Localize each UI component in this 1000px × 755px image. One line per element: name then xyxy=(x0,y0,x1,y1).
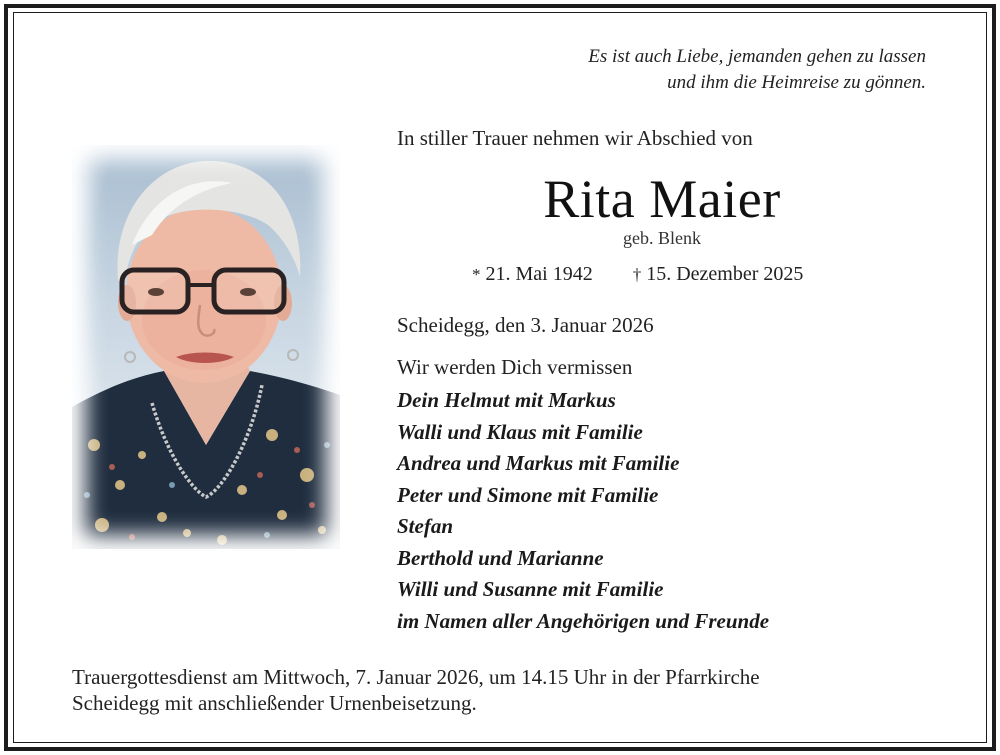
life-dates xyxy=(472,263,803,286)
mourner-line: Andrea und Markus mit Familie xyxy=(397,451,680,475)
intro-text: In stiller Trauer nehmen wir Abschied von xyxy=(397,126,753,150)
portrait-photo xyxy=(72,145,340,549)
mourner-line: im Namen aller Angehörigen und Freunde xyxy=(397,608,770,633)
mourner-line: Berthold und Marianne xyxy=(397,545,604,570)
deceased-name: Rita Maier xyxy=(543,169,781,229)
mourner-line: Willi und Susanne mit Familie xyxy=(397,577,664,601)
mourner-line: Dein Helmut mit Markus xyxy=(397,388,616,412)
mourner-line: Stefan xyxy=(397,514,454,538)
motto-line-2: und ihm die Heimreise zu gönnen. xyxy=(667,72,926,93)
service-line-2: Scheidegg mit anschließender Urnenbeisetzung. xyxy=(72,691,477,715)
birth-date: 21. Mai 1942 xyxy=(485,263,593,285)
portrait-vignette xyxy=(72,145,340,549)
miss-line: Wir werden Dich vermissen xyxy=(397,355,633,379)
death-date: 15. Dezember 2025 xyxy=(646,263,804,285)
service-info xyxy=(72,664,952,716)
birth-star-icon: * xyxy=(472,265,481,284)
mourners-list xyxy=(397,385,769,637)
mourner-line: Peter und Simone mit Familie xyxy=(397,482,659,507)
place-and-date: Scheidegg, den 3. Januar 2026 xyxy=(397,313,654,337)
motto-line-1: Es ist auch Liebe, jemanden gehen zu lassen xyxy=(588,46,926,67)
death-cross-icon: † xyxy=(632,265,642,284)
maiden-name: geb. Blenk xyxy=(623,228,701,248)
service-line-1: Trauergottesdienst am Mittwoch, 7. Januar 2026, um 14.15 Uhr in der Pfarrkirche xyxy=(72,665,760,689)
mourner-line: Walli und Klaus mit Familie xyxy=(397,419,643,444)
motto-quote xyxy=(588,44,926,96)
